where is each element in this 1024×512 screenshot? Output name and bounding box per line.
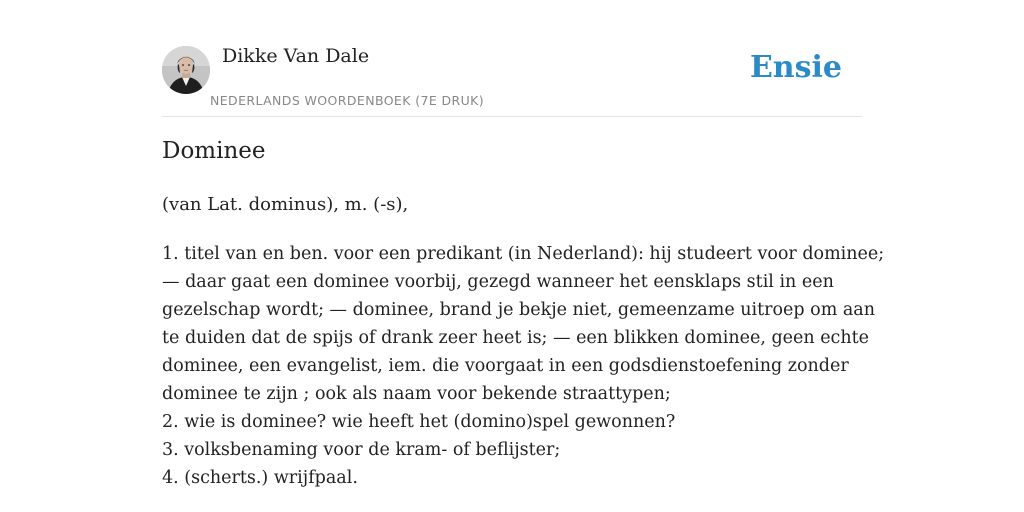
definition-line: 4. (scherts.) wrijfpaal. <box>162 468 358 488</box>
definition-line: dominee te zijn ; ook als naam voor bekende straattypen; <box>162 384 671 404</box>
author-name[interactable]: Dikke Van Dale <box>222 45 370 67</box>
header <box>162 0 862 117</box>
author-avatar[interactable] <box>162 46 210 94</box>
definition-line: te duiden dat de spijs of drank zeer heet is; — een blikken dominee, geen echte <box>162 328 870 348</box>
definition-line: 1. titel van en ben. voor een predikant (in Nederland): hij studeert voor dominee; <box>162 244 885 264</box>
definition-line: 3. volksbenaming voor de kram- of beflijster; <box>162 440 561 460</box>
source-label[interactable]: NEDERLANDS WOORDENBOEK (7E DRUK) <box>210 93 485 108</box>
brand-logo[interactable]: Ensie <box>749 50 842 85</box>
portrait-icon <box>162 46 210 94</box>
entry-definition <box>162 240 885 492</box>
definition-line: — daar gaat een dominee voorbij, gezegd wanneer het eensklaps stil in een <box>162 272 834 292</box>
definition-line: dominee, een evangelist, iem. die voorgaat in een godsdienstoefening zonder <box>162 356 849 376</box>
entry-etymology: (van Lat. dominus), m. (-s), <box>162 194 409 215</box>
definition-line: 2. wie is dominee? wie heeft het (domino)spel gewonnen? <box>162 412 676 432</box>
definition-line: gezelschap wordt; — dominee, brand je bekje niet, gemeenzame uitroep om aan <box>162 300 875 320</box>
entry-title: Dominee <box>162 138 266 164</box>
